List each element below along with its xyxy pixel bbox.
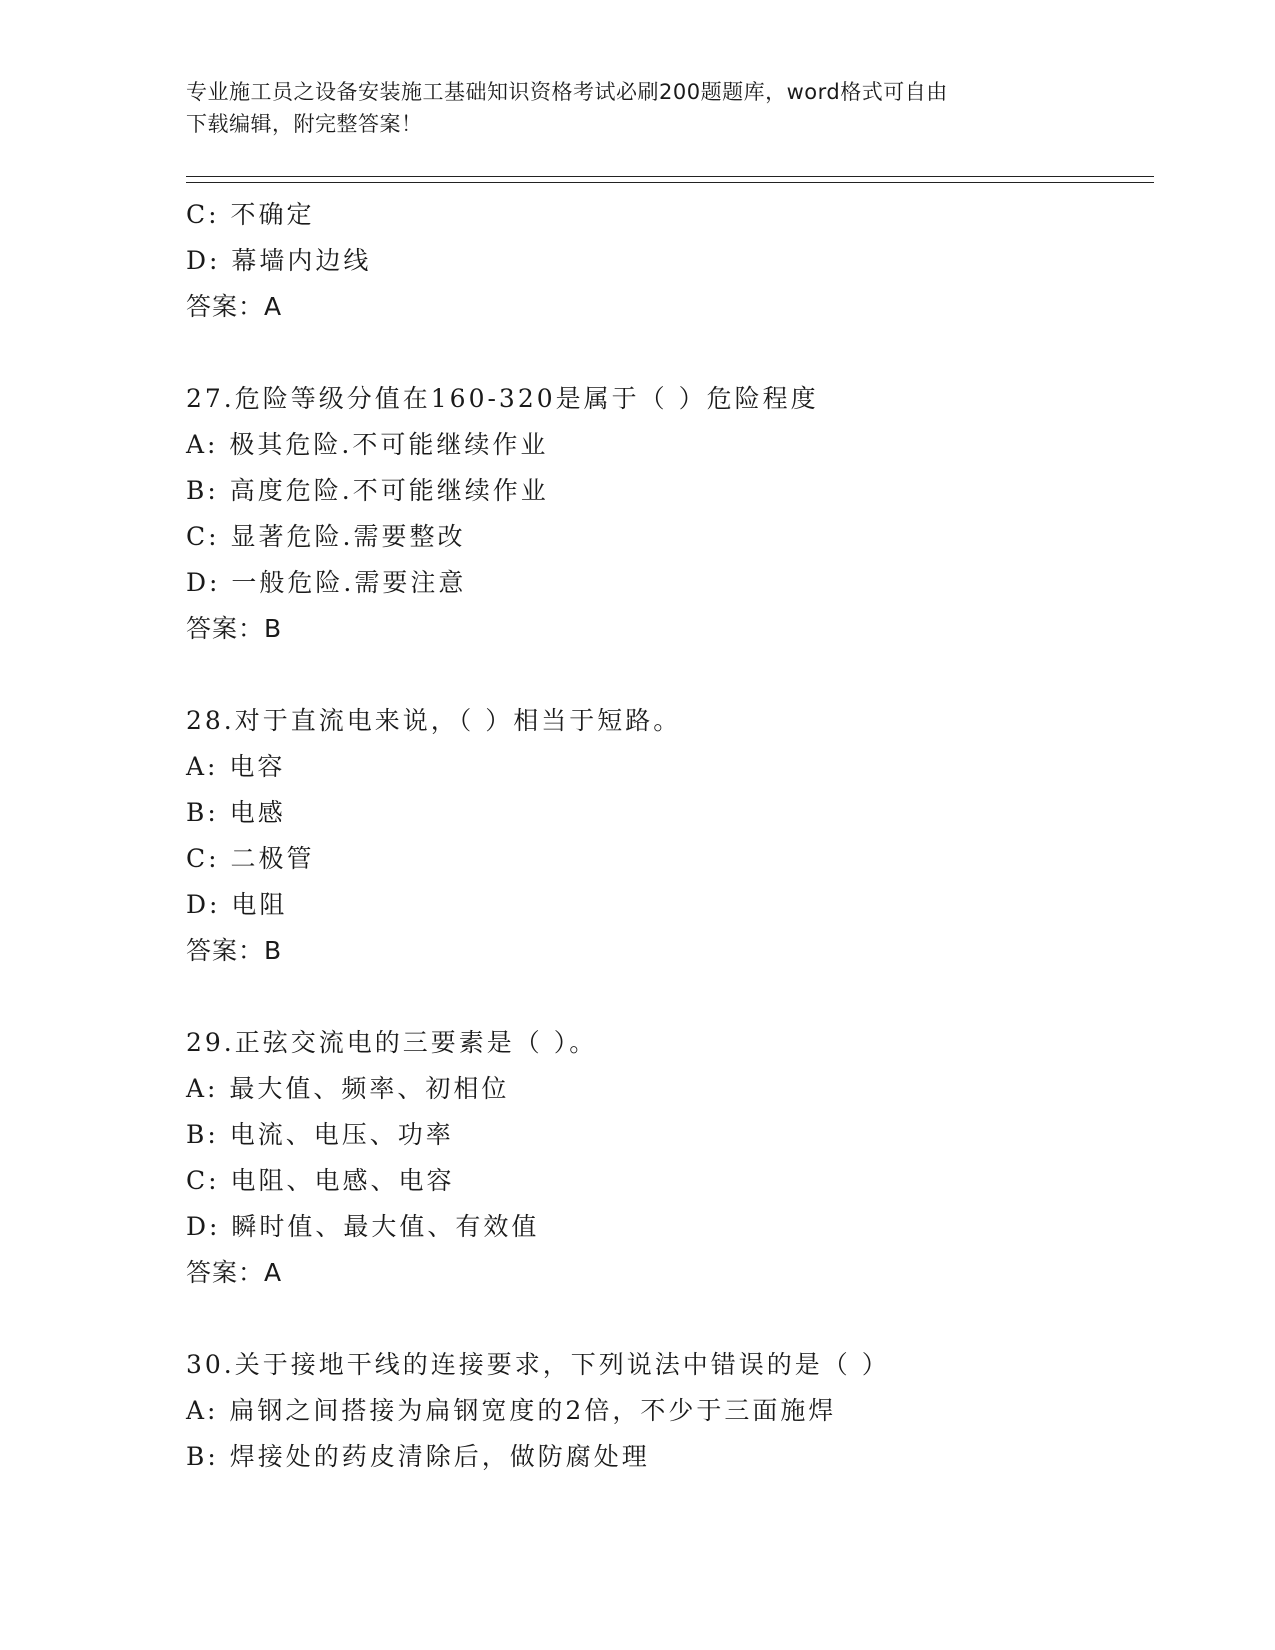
spacer <box>186 1296 1154 1342</box>
question-29 <box>186 1020 1154 1296</box>
answer-label: 答案：A <box>186 1258 283 1287</box>
question-stem: 28.对于直流电来说，（ ）相当于短路。 <box>186 706 682 735</box>
question-27 <box>186 376 1154 652</box>
option-d: D: 电阻 <box>186 890 288 919</box>
option-d: D: 一般危险.需要注意 <box>186 568 467 597</box>
question-stem: 30.关于接地干线的连接要求，下列说法中错误的是（ ） <box>186 1350 890 1379</box>
option-c: C: 显著危险.需要整改 <box>186 522 466 551</box>
question-30 <box>186 1342 1154 1480</box>
option-b: B: 焊接处的药皮清除后，做防腐处理 <box>186 1442 650 1471</box>
question-stem: 27.危险等级分值在160-320是属于（ ）危险程度 <box>186 384 819 413</box>
option-b: B: 电感 <box>186 798 286 827</box>
spacer <box>186 974 1154 1020</box>
option-a: A: 最大值、频率、初相位 <box>186 1074 510 1103</box>
option-b: B: 高度危险.不可能继续作业 <box>186 476 549 505</box>
question-list <box>186 192 1154 1480</box>
option-a: A: 扁钢之间搭接为扁钢宽度的2倍，不少于三面施焊 <box>186 1396 837 1425</box>
option-d: D: 幕墙内边线 <box>186 246 372 275</box>
question-26-continued <box>186 192 1154 330</box>
option-c: C: 电阻、电感、电容 <box>186 1166 455 1195</box>
header-rule-top <box>186 176 1154 177</box>
answer-label: 答案：B <box>186 614 283 643</box>
option-a: A: 极其危险.不可能继续作业 <box>186 430 549 459</box>
option-a: A: 电容 <box>186 752 286 781</box>
document-header: 专业施工员之设备安装施工基础知识资格考试必刷200题题库，word格式可自由 下载编辑，附完整答案！ <box>186 80 948 136</box>
option-d: D: 瞬时值、最大值、有效值 <box>186 1212 540 1241</box>
spacer <box>186 652 1154 698</box>
option-b: B: 电流、电压、功率 <box>186 1120 454 1149</box>
answer-label: 答案：B <box>186 936 283 965</box>
question-stem: 29.正弦交流电的三要素是（ ）。 <box>186 1028 598 1057</box>
spacer <box>186 330 1154 376</box>
option-c: C: 不确定 <box>186 200 315 229</box>
header-rule-bottom <box>186 182 1154 183</box>
option-c: C: 二极管 <box>186 844 315 873</box>
answer-label: 答案：A <box>186 292 283 321</box>
question-28 <box>186 698 1154 974</box>
